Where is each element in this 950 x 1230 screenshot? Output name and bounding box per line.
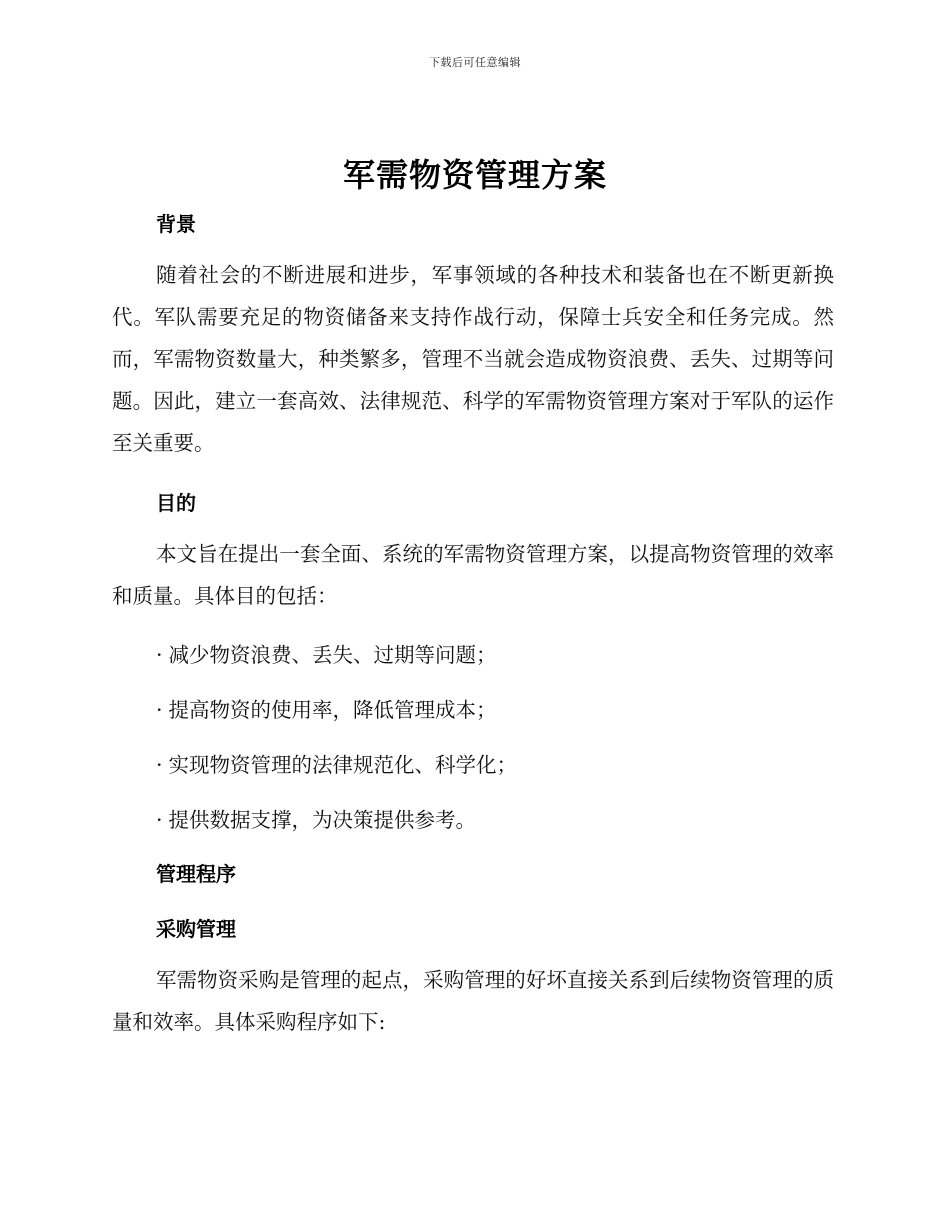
heading-purpose: 目的 <box>156 491 196 515</box>
document-title: 军需物资管理方案 <box>342 156 607 194</box>
bullet-dot: · <box>156 808 163 832</box>
paragraph-purpose: 本文旨在提出一套全面、系统的军需物资管理方案，以提高物资管理的效率和质量。具体目的包括： <box>112 542 834 608</box>
header-note: 下载后可任意编辑 <box>429 56 521 69</box>
list-item-text: 提供数据支撑，为决策提供参考。 <box>168 808 477 832</box>
bullet-dot: · <box>156 643 163 667</box>
paragraph-background: 随着社会的不断进展和进步，军事领域的各种技术和装备也在不断更新换代。军队需要充足的物资储备来支持作战行动，保障士兵安全和任务完成。然而，军需物资数量大，种类繁多，管理不当就会造成物资浪费、丢失、过期等问题。因此，建立一套高效、法律规范、科学的军需物资管理方案对于军队的运作至关重要。 <box>112 263 834 455</box>
heading-procurement: 采购管理 <box>156 917 236 941</box>
list-item-text: 提高物资的使用率，降低管理成本； <box>168 698 497 722</box>
bullet-dot: · <box>156 698 163 722</box>
list-item <box>156 638 497 668</box>
list-item <box>156 803 476 833</box>
list-item <box>156 748 517 778</box>
paragraph-procurement: 军需物资采购是管理的起点，采购管理的好坏直接关系到后续物资管理的质量和效率。具体采购程序如下: <box>112 968 834 1034</box>
list-item <box>156 693 497 723</box>
heading-background: 背景 <box>156 212 196 236</box>
bullet-dot: · <box>156 753 163 777</box>
list-item-text: 实现物资管理的法律规范化、科学化； <box>168 753 518 777</box>
heading-procedure: 管理程序 <box>156 862 236 886</box>
list-item-text: 减少物资浪费、丢失、过期等问题； <box>168 643 497 667</box>
